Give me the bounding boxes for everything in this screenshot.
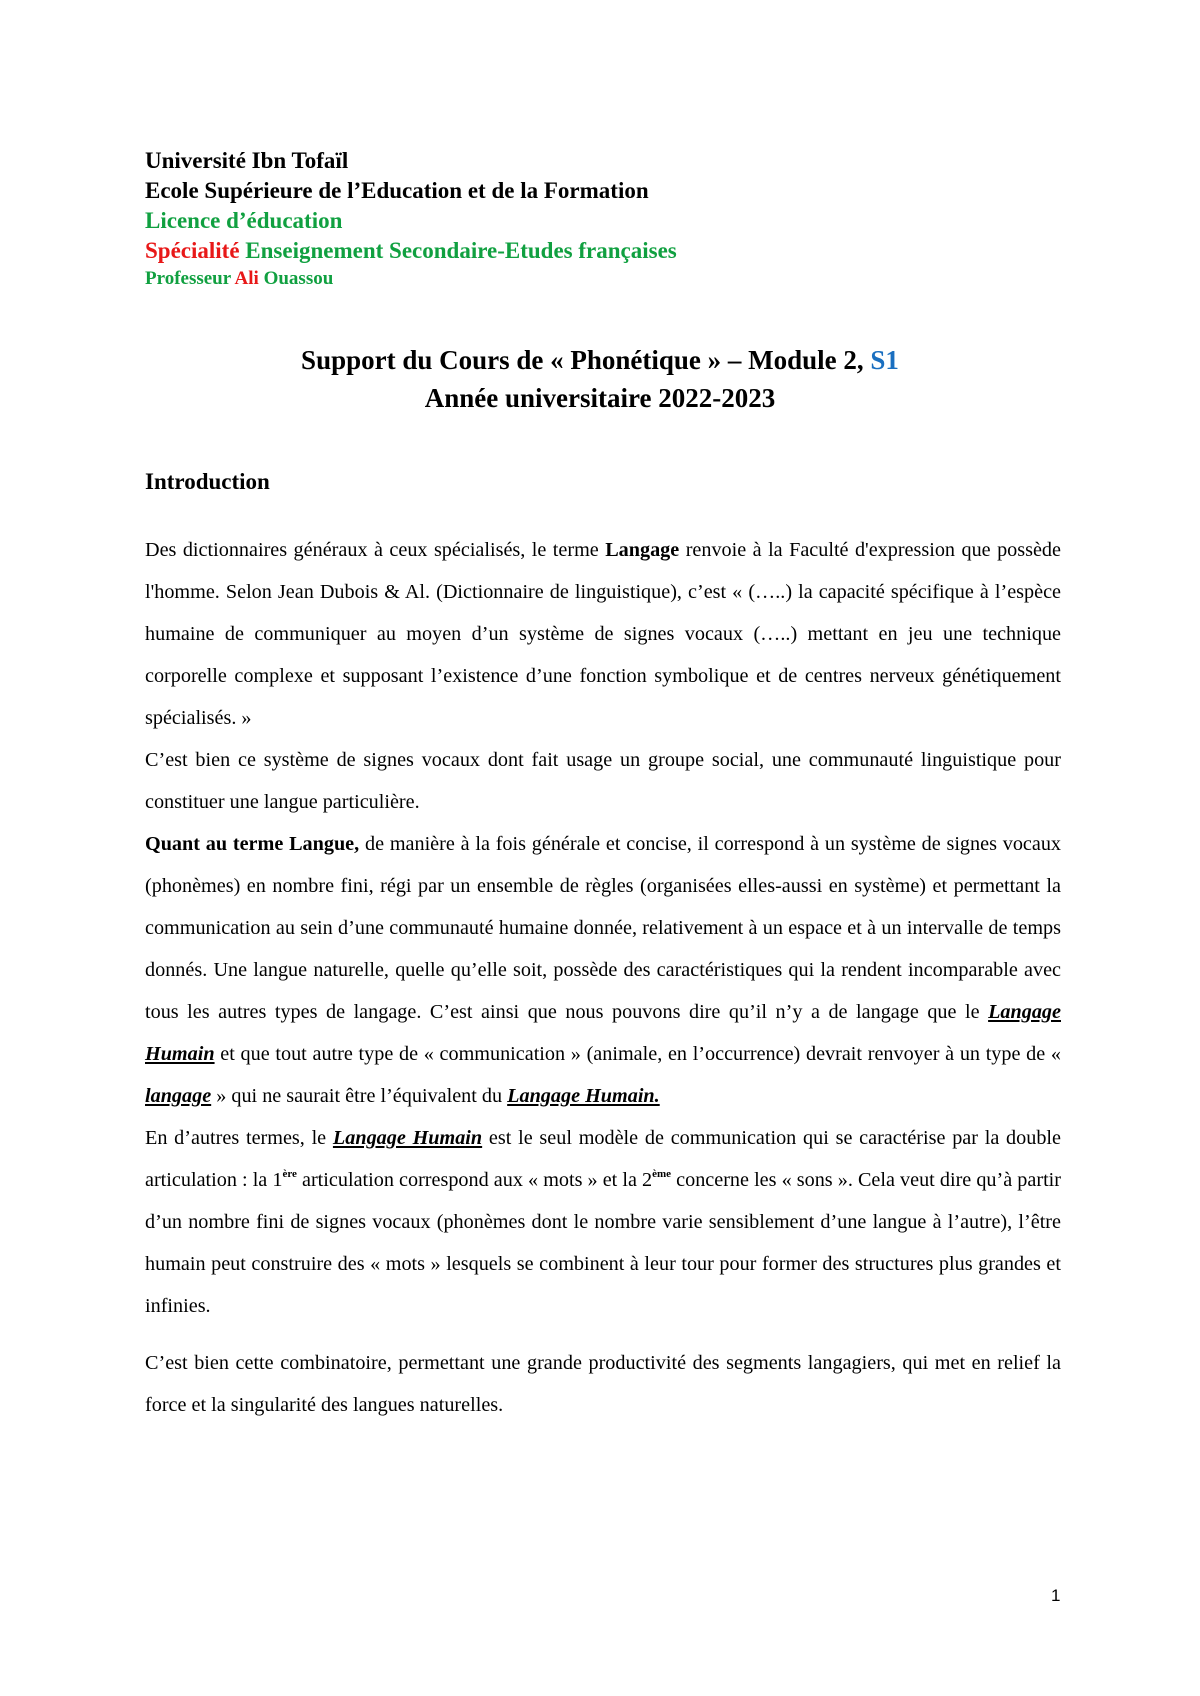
- p4-text-c: est le seul modèle de communication qui se caractérise par la double articulation : la 1: [145, 1127, 1062, 1191]
- title-line-1: [0, 341, 1200, 379]
- p1-text-a: Des dictionnaires généraux à ceux spécialisés, le terme: [145, 539, 599, 561]
- p3-term-langue: Quant au terme Langue,: [145, 833, 360, 855]
- professor-line: [145, 266, 1045, 292]
- p3-term-langage: langage: [145, 1085, 212, 1107]
- professor-first-name: Ali: [234, 268, 259, 289]
- course-header: [145, 146, 1045, 292]
- p3-term-langage-humain-2: Langage Humain.: [507, 1085, 660, 1107]
- paragraph-4: [145, 1117, 1061, 1327]
- p3-text-f: » qui ne saurait être l’équivalent du: [216, 1085, 503, 1107]
- p4-text-e: concerne les « sons ». Cela veut dire qu’à partir d’un nombre fini de signes vocaux (phonèmes dont le nombre varie sensiblement d’une langue à l’autre), l’être humain peut construire des « mots » lesquels se combinent à leur tour pour former des structures plus grandes et infinies.: [145, 1169, 1062, 1317]
- title-semester: S1: [870, 345, 899, 375]
- document-title: [0, 341, 1200, 417]
- university-name: Université Ibn Tofaïl: [145, 148, 349, 173]
- page-number: 1: [1051, 1586, 1061, 1605]
- p4-text-d: articulation correspond aux « mots » et la 2: [302, 1169, 653, 1191]
- professor-label: Professeur: [145, 268, 231, 289]
- paragraph-1: [145, 529, 1061, 739]
- school-name: Ecole Supérieure de l’Education et de la Formation: [145, 178, 649, 203]
- p3-text-b: de manière à la fois générale et concise, il correspond à un système de signes vocaux (phonèmes) en nombre fini, régi par un ensemble de règles (organisées elles-aussi en système) et permettant la communication au sein d’une communauté humaine donnée, relativement à un espace et à un intervalle de temps donnés. Une langue naturelle, quelle qu’elle soit, possède des caractéristiques qui la rendent incomparable avec tous les autres types de langage. C’est ainsi que nous pouvons dire qu’il n’y a de langage que le: [145, 833, 1062, 1023]
- body-text: [145, 529, 1061, 1426]
- speciality-label: Spécialité: [145, 238, 240, 263]
- speciality-line: [145, 236, 1045, 266]
- title-main: Support du Cours de « Phonétique » – Module 2,: [301, 345, 864, 375]
- paragraph-3: [145, 823, 1061, 1117]
- paragraph-5: C’est bien cette combinatoire, permettant une grande productivité des segments langagiers, qui met en relief la force et la singularité des langues naturelles.: [145, 1352, 1061, 1416]
- p4-superscript-1: ère: [282, 1168, 297, 1180]
- p3-term-langage-humain: Langage Humain: [145, 1001, 1061, 1065]
- p1-text-c: renvoie à la Faculté d'expression que possède l'homme. Selon Jean Dubois & Al. (Dictionnaire de linguistique), c’est « (…..) la capacité spécifique à l’espèce humaine de communiquer au moyen d’un système de signes vocaux (…..) mettant en jeu une technique corporelle complexe et supposant l’existence d’une fonction symbolique et de centres nerveux génétiquement spécialisés. »: [145, 539, 1061, 729]
- paragraph-2: C’est bien ce système de signes vocaux dont fait usage un groupe social, une communauté linguistique pour constituer une langue particulière.: [145, 749, 1061, 813]
- licence-name: Licence d’éducation: [145, 208, 343, 233]
- p4-superscript-2: ème: [652, 1168, 672, 1180]
- section-heading: Introduction: [145, 469, 270, 494]
- speciality-value: Enseignement Secondaire-Etudes françaises: [245, 238, 677, 263]
- professor-last-name: Ouassou: [263, 268, 334, 289]
- p1-term-langage: Langage: [605, 539, 680, 561]
- p4-text-a: En d’autres termes, le: [145, 1127, 327, 1149]
- p4-term-langage-humain: Langage Humain: [332, 1127, 483, 1149]
- title-line-2: Année universitaire 2022-2023: [424, 383, 776, 413]
- p3-text-d: et que tout autre type de « communication » (animale, en l’occurrence) devrait renvoyer à un type de «: [220, 1043, 1062, 1065]
